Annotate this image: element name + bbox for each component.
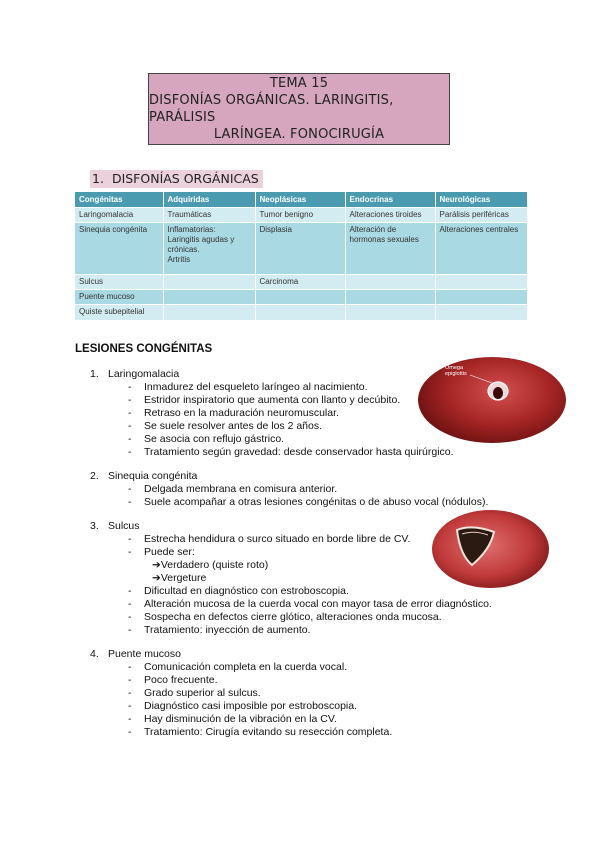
table-cell: Puente mucoso [75, 290, 163, 305]
item-title: Sulcus [108, 520, 140, 532]
table-header-cell: Neurológicas [435, 192, 527, 208]
table-cell [255, 305, 345, 320]
table-cell [163, 290, 255, 305]
table-cell: Displasia [255, 223, 345, 275]
table-header-cell: Endocrinas [345, 192, 435, 208]
bullet-item: - Retraso en la maduración neuromuscular. [128, 407, 339, 419]
table-cell: Sulcus [75, 275, 163, 290]
table-cell: Traumáticas [163, 208, 255, 223]
bullet-item: - Tratamiento: Cirugía evitando su resección completa. [128, 726, 393, 738]
bullet-item: - Poco frecuente. [128, 674, 218, 686]
bullet-item: - Delgada membrana en comisura anterior. [128, 483, 338, 495]
table-cell [435, 305, 527, 320]
photo-label: Omega epiglottis [445, 365, 467, 377]
table-cell [435, 290, 527, 305]
section-title: DISFONÍAS ORGÁNICAS [111, 171, 259, 186]
bullet-item: - Dificultad en diagnóstico con estroboscopia. [128, 585, 349, 597]
table-row [75, 208, 527, 223]
list-item [90, 648, 181, 660]
bullet-item: - Puede ser: [128, 546, 195, 558]
table-cell: Alteración de hormonas sexuales [345, 223, 435, 275]
table-header-row [75, 192, 527, 208]
lesiones-title: LESIONES CONGÉNITAS [75, 343, 213, 355]
table-cell: Inflamatorias: Laringitis agudas y crónicas. Artritis [163, 223, 255, 275]
table-cell: Alteraciones tiroides [345, 208, 435, 223]
bullet-item: - Sospecha en defectos cierre glótico, alteraciones onda mucosa. [128, 611, 442, 623]
bullet-item: - Comunicación completa en la cuerda vocal. [128, 661, 348, 673]
bullet-item: - Diagnóstico casi imposible por estroboscopia. [128, 700, 358, 712]
table-cell: Tumor benigno [255, 208, 345, 223]
table-cell [255, 290, 345, 305]
sub-bullet-item: ➔Verdadero (quiste roto) [152, 559, 269, 571]
table-row [75, 223, 527, 275]
bullet-item: - Alteración mucosa de la cuerda vocal con mayor tasa de error diagnóstico. [128, 598, 492, 610]
title-line-1: TEMA 15 [269, 76, 329, 91]
bullet-item: - Se asocia con reflujo gástrico. [128, 433, 285, 445]
item-title: Laringomalacia [108, 368, 180, 380]
table-cell: Carcinoma [255, 275, 345, 290]
bullet-item: - Estrecha hendidura o surco situado en borde libre de CV. [128, 533, 411, 545]
title-box [148, 73, 450, 145]
item-number: 4. [90, 648, 99, 660]
table-cell [345, 275, 435, 290]
item-number: 2. [90, 470, 99, 482]
table-cell [163, 305, 255, 320]
item-number: 1. [90, 368, 99, 380]
bullet-list [128, 381, 454, 459]
bullet-item: - Estridor inspiratorio que aumenta con llanto y decúbito. [128, 394, 401, 406]
table-header-cell: Neoplásicas [255, 192, 345, 208]
table-cell: Laringomalacia [75, 208, 163, 223]
item-title: Sinequia congénita [108, 470, 198, 482]
list-item [90, 470, 197, 482]
bullet-item: - Tratamiento según gravedad: desde conservador hasta quirúrgico. [128, 446, 454, 458]
table-cell: Alteraciones centrales [435, 223, 527, 275]
bullet-item: - Grado superior al sulcus. [128, 687, 261, 699]
table-header-cell: Adquiridas [163, 192, 255, 208]
section-number: 1. [92, 171, 104, 186]
table-cell [345, 290, 435, 305]
section-heading [90, 170, 263, 188]
table-cell: Sinequia congénita [75, 223, 163, 275]
table-cell: Quiste subepitelial [75, 305, 163, 320]
table-cell [345, 305, 435, 320]
bullet-item: - Inmadurez del esqueleto laríngeo al nacimiento. [128, 381, 368, 393]
bullet-list [128, 483, 488, 509]
bullet-item: - Tratamiento: inyección de aumento. [128, 624, 311, 636]
bullet-item: - Suele acompañar a otras lesiones congénitas o de abuso vocal (nódulos). [128, 496, 489, 508]
bullet-item: - Se suele resolver antes de los 2 años. [128, 420, 323, 432]
sub-bullet-item: ➔Vergeture [152, 572, 207, 584]
table-row [75, 275, 527, 290]
item-title: Puente mucoso [108, 648, 181, 660]
title-line-3: LARÍNGEA. FONOCIRUGÍA [213, 127, 385, 142]
item-number: 3. [90, 520, 99, 532]
list-item [90, 520, 140, 532]
bullet-list [128, 533, 492, 637]
table-header-cell: Congénitas [75, 192, 163, 208]
table-row [75, 305, 527, 320]
classification-table [75, 192, 528, 320]
table-row [75, 290, 527, 305]
table-cell: Parálisis periféricas [435, 208, 527, 223]
table-cell [163, 275, 255, 290]
list-item [90, 368, 179, 380]
bullet-list [128, 661, 392, 739]
bullet-item: - Hay disminución de la vibración en la CV. [128, 713, 337, 725]
table-cell [435, 275, 527, 290]
title-line-2: DISFONÍAS ORGÁNICAS. LARINGITIS, PARÁLISIS [149, 93, 394, 125]
